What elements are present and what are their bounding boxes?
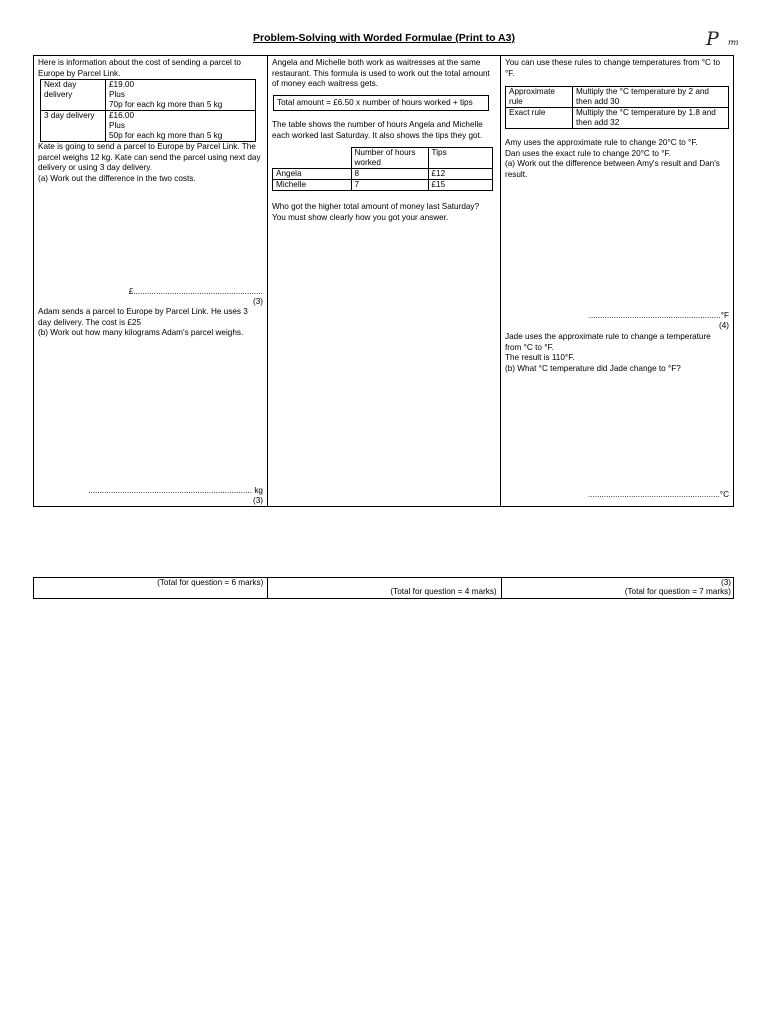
column-header: Tips	[428, 148, 493, 169]
totals-row	[33, 577, 734, 599]
q2-instruction: You must show clearly how you got your answer.	[272, 212, 449, 222]
questions-grid	[33, 55, 734, 507]
delivery-cost: £19.00 Plus 70p for each kg more than 5 kg	[106, 80, 256, 111]
q3-total: (Total for question = 7 marks)	[624, 587, 731, 596]
q3-text-b2: The result is 110°F.	[505, 353, 575, 362]
rule-text: Multiply the °C temperature by 2 and then add 30	[573, 87, 729, 108]
q1-text-b: Adam sends a parcel to Europe by Parcel Link. He uses 3 day delivery. The cost is £25	[38, 307, 248, 327]
q3-marks-b: (3)	[720, 578, 731, 587]
temperature-rules-table	[505, 86, 729, 129]
question-1	[34, 56, 267, 506]
delivery-label: Next day delivery	[41, 80, 106, 111]
table-row	[506, 108, 729, 129]
rule-text: Multiply the °C temperature by 1.8 and then add 32	[573, 108, 729, 129]
question-2	[267, 56, 500, 506]
table-header-row	[273, 148, 493, 169]
q2-total-cell	[267, 578, 500, 598]
q3-intro: You can use these rules to change temperatures from °C to °F.	[505, 58, 721, 78]
logo-icon: P rm	[706, 28, 738, 50]
rule-name: Exact rule	[506, 108, 573, 129]
q1-total-cell	[34, 578, 267, 598]
q2-question: Who got the higher total amount of money last Saturday?	[272, 202, 480, 211]
q3-text-a1: Amy uses the approximate rule to change 20°C to °F.	[505, 138, 698, 147]
q3-part-a: (a) Work out the difference between Amy's result and Dan's result.	[505, 159, 720, 179]
q1-answer-line-a[interactable]: £.........................................................	[128, 287, 263, 296]
q1-marks-a: (3)	[252, 297, 263, 306]
q1-answer-line-b[interactable]: ........................................................................ kg	[88, 486, 263, 495]
q3-text-a2: Dan uses the exact rule to change 20°C to °F.	[505, 148, 671, 158]
column-header: Number of hours worked	[351, 148, 428, 169]
q3-total-cell	[501, 578, 733, 598]
q3-answer-line-a[interactable]: ..........................................................°F	[588, 311, 729, 320]
question-3	[500, 56, 733, 506]
q2-total: (Total for question = 4 marks)	[390, 587, 497, 596]
q1-total: (Total for question = 6 marks)	[157, 578, 264, 587]
hours-tips-table	[272, 147, 493, 191]
page-title: Problem-Solving with Worded Formulae (Print to A3)	[253, 32, 515, 44]
q2-intro: Angela and Michelle both work as waitresses at the same restaurant. This formula is used to work out the total amount of money each waitress gets.	[272, 58, 490, 88]
table-row	[41, 111, 256, 142]
q1-marks-b: (3)	[252, 496, 263, 505]
delivery-label: 3 day delivery	[41, 111, 106, 142]
q3-part-b: (b) What °C temperature did Jade change to °F?	[505, 363, 681, 373]
delivery-cost: £16.00 Plus 50p for each kg more than 5 kg	[106, 111, 256, 142]
q1-part-a: (a) Work out the difference in the two costs.	[38, 173, 196, 183]
table-row: Michelle 7 £15	[273, 180, 493, 191]
parcel-price-table	[40, 79, 256, 142]
q1-intro: Here is information about the cost of sending a parcel to Europe by Parcel Link.	[38, 58, 241, 78]
q3-marks-a: (4)	[718, 321, 729, 330]
rule-name: Approximate rule	[506, 87, 573, 108]
q3-answer-line-b[interactable]: ..........................................................°C	[587, 490, 729, 499]
q3-text-b1: Jade uses the approximate rule to change a temperature from °C to °F.	[505, 332, 711, 352]
q1-part-b: (b) Work out how many kilograms Adam's parcel weighs.	[38, 328, 244, 337]
q2-text: The table shows the number of hours Angela and Michelle each worked last Saturday. It also shows the tips they got.	[272, 120, 483, 140]
formula-box: Total amount = £6.50 x number of hours worked + tips	[273, 95, 489, 112]
table-row: Angela 8 £12	[273, 169, 493, 180]
table-row	[506, 87, 729, 108]
table-row	[41, 80, 256, 111]
q1-text-a: Kate is going to send a parcel to Europe by Parcel Link. The parcel weighs 12 kg. Kate can send the parcel using next day delivery or using 3 day delivery.	[38, 142, 261, 172]
